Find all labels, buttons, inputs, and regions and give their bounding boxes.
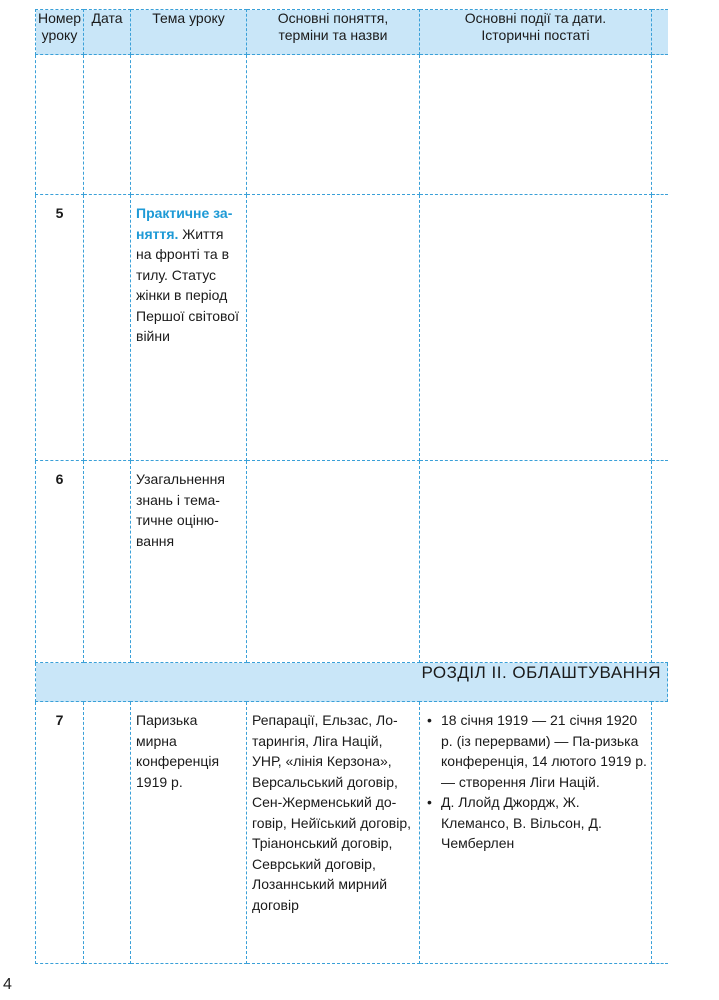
topic-cell: Паризька мирна конференція 1919 р. (131, 702, 247, 964)
header-lesson-number: Номер уроку (36, 10, 84, 55)
topic-cell: Узагальнення знань і тема-тичне оціню-вання (131, 461, 247, 663)
events-cell (420, 702, 652, 964)
table-row (36, 461, 668, 663)
header-topic: Тема уроку (131, 10, 247, 55)
events-list (425, 710, 647, 854)
topic-cell (131, 55, 247, 195)
events-cell (420, 55, 652, 195)
topic-text: Життя на фронті та в тилу. Статус жінки в період Першої світової війни (136, 225, 239, 344)
table-header-row (36, 10, 668, 55)
list-item: • 18 січня 1919 — 21 січня 1920 р. (із перервами) — Па-ризька конференція, 14 лютого 1919 р. — створення Ліги Націй. (425, 710, 647, 792)
lesson-plan-table (35, 9, 668, 964)
table-row (36, 702, 668, 964)
list-item: • Д. Ллойд Джордж, Ж. Клемансо, В. Вільсон, Д. Чемберлен (425, 792, 647, 854)
date-cell (84, 195, 131, 461)
practical-lesson-label: Практичне за- няття. (136, 205, 233, 242)
header-date: Дата (84, 10, 131, 55)
header-events: Основні події та дати. Історичні постаті (420, 10, 652, 55)
terms-cell: Репарації, Ельзас, Ло-тарингія, Ліга Націй, УНР, «лінія Керзона», Версальський договір, Сен-Жерменський до-говір, Нейїський договір, Тріанонський договір, Севрський договір, Лозаннський мирний договір (247, 702, 420, 964)
page-number: 4 (3, 976, 12, 993)
terms-cell (247, 195, 420, 461)
table-row (36, 55, 668, 195)
lesson-number-cell: 6 (36, 461, 84, 663)
date-cell (84, 461, 131, 663)
header-extra-column (652, 10, 668, 55)
events-cell (420, 195, 652, 461)
section-header-row (36, 663, 668, 702)
section-title: РОЗДІЛ II. ОБЛАШТУВАННЯ (36, 663, 668, 702)
lesson-number-cell (36, 55, 84, 195)
date-cell (84, 702, 131, 964)
terms-cell (247, 55, 420, 195)
header-terms: Основні поняття, терміни та назви (247, 10, 420, 55)
topic-cell (131, 195, 247, 461)
lesson-number-cell: 7 (36, 702, 84, 964)
terms-cell (247, 461, 420, 663)
lesson-number-cell: 5 (36, 195, 84, 461)
table-row (36, 195, 668, 461)
date-cell (84, 55, 131, 195)
events-cell (420, 461, 652, 663)
